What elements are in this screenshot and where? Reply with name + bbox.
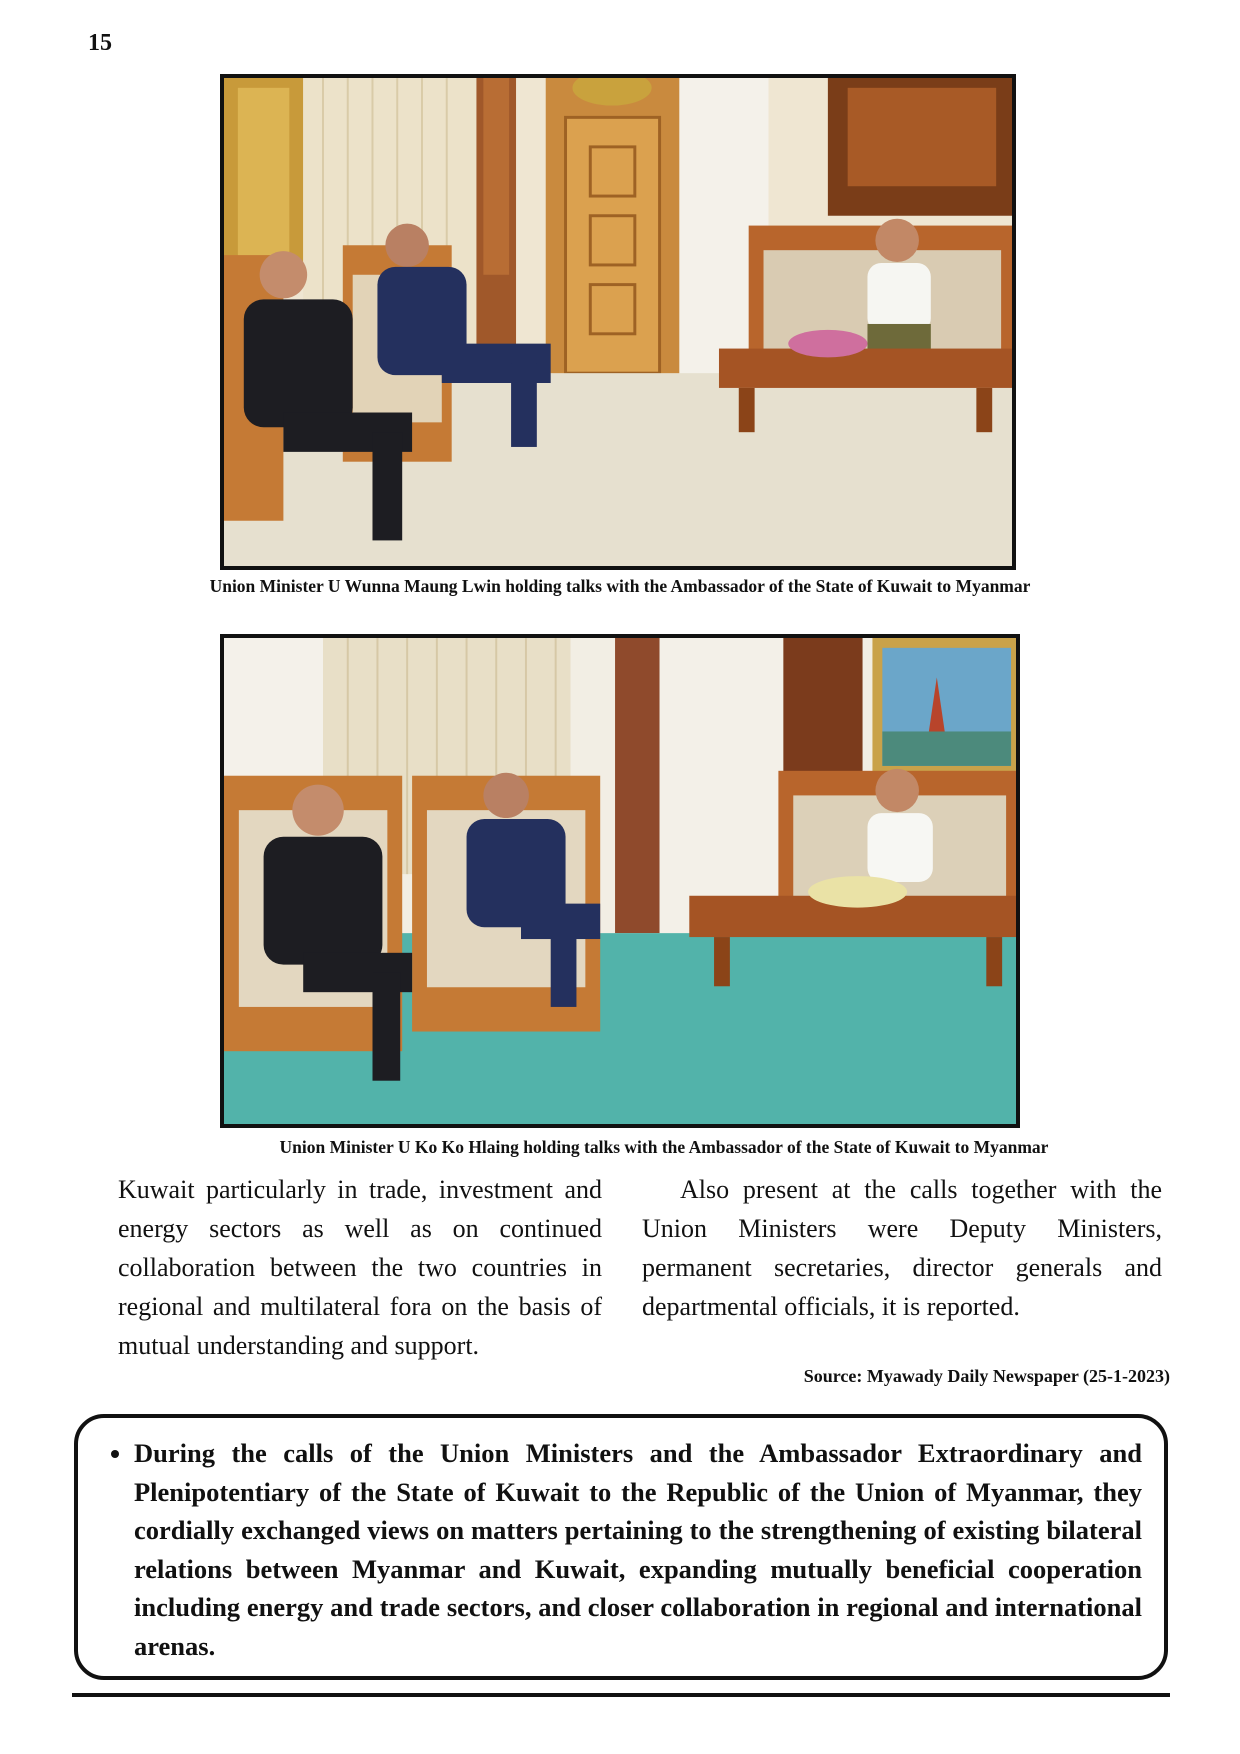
meeting-photo-2 bbox=[220, 634, 1020, 1128]
article-left-column bbox=[118, 1170, 602, 1365]
summary-box bbox=[74, 1414, 1168, 1680]
meeting-photo-1 bbox=[220, 74, 1016, 570]
article-left-text: Kuwait particularly in trade, investment and energy sectors as well as on continued collaboration between the two countries in regional and multilateral fora on the basis of mutual understanding and support. bbox=[118, 1175, 602, 1360]
bottom-rule bbox=[72, 1693, 1170, 1697]
summary-list bbox=[78, 1418, 1164, 1665]
photo-1-caption: Union Minister U Wunna Maung Lwin holding talks with the Ambassador of the State of Kuwait to Myanmar bbox=[209, 576, 1031, 596]
page-number: 15 bbox=[88, 30, 112, 56]
source-citation: Source: Myawady Daily Newspaper (25-1-2023) bbox=[803, 1366, 1170, 1386]
summary-bullet: • During the calls of the Union Ministers and the Ambassador Extraordinary and Plenipotentiary of the State of Kuwait to the Republic of the Union of Myanmar, they cordially exchanged views on matters pertaining to the strengthening of existing bilateral relations between Myanmar and Kuwait, expanding mutually beneficial cooperation including energy and trade sectors, and closer collaboration in regional and international arenas. bbox=[134, 1434, 1142, 1665]
article-right-column bbox=[642, 1170, 1162, 1326]
photo-2-caption: Union Minister U Ko Ko Hlaing holding talks with the Ambassador of the State of Kuwait to Myanmar bbox=[279, 1137, 1049, 1157]
article-right-text: Also present at the calls together with the Union Ministers were Deputy Ministers, permanent secretaries, director generals and departmental officials, it is reported. bbox=[642, 1175, 1162, 1321]
